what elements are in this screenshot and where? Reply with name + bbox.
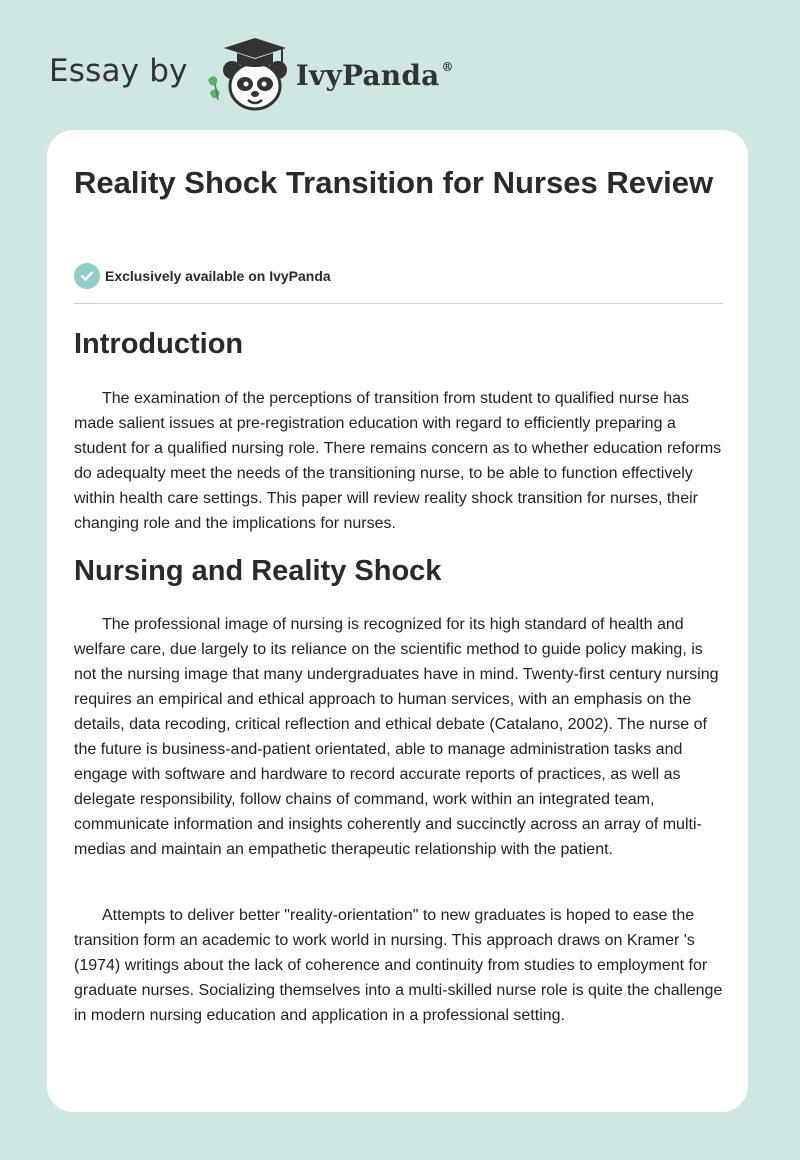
paragraph-nursing-1: The professional image of nursing is recognized for its high standard of health and welfare care, due largely to its reliance on the scientific method to guide policy making, is not the nursing image that many undergraduates have in mind. Twenty-first century nursing requires an empirical and ethical approach to human services, with an emphasis on the details, data recoding, critical reflection and ethical debate (Catalano, 2002). The nurse of the future is business-and-patient orientated, able to manage administration tasks and engage with software and hardware to record accurate reports of practices, as well as delegate responsibility, follow chains of command, work within an integrated team, communicate information and insights coherently and succinctly across an array of multi-medias and maintain an empathetic therapeutic relationship with the patient. <box>74 616 719 858</box>
paragraph-nursing-2: Attempts to deliver better "reality-orientation" to new graduates is hoped to ease the transition form an academic to work world in nursing. This approach draws on Kramer 's (1974) writings about the lack of coherence and continuity from studies to employment for graduate nurses. Socializing themselves into a multi-skilled nurse role is quite the challenge in modern nursing education and application in a professional setting. <box>74 907 723 1024</box>
section-heading-introduction: Introduction <box>74 328 244 360</box>
brand-name[interactable] <box>296 59 454 92</box>
page-title: Reality Shock Transition for Nurses Review <box>74 165 714 200</box>
section-heading-nursing-reality-shock: Nursing and Reality Shock <box>74 555 442 587</box>
article-card <box>47 130 748 1112</box>
essay-by-label: Essay by <box>49 53 188 89</box>
exclusive-badge <box>74 263 331 289</box>
brand-name-text: IvyPanda <box>295 58 440 92</box>
brand-header <box>49 34 454 114</box>
divider <box>74 303 723 304</box>
badge-label: Exclusively available on IvyPanda <box>105 268 331 284</box>
checkmark-icon <box>74 263 100 289</box>
panda-logo-icon[interactable] <box>202 34 300 114</box>
registered-mark: ® <box>441 59 454 74</box>
paragraph-introduction: The examination of the perceptions of transition from student to qualified nurse has made salient issues at pre-registration education with regard to efficiently preparing a student for a qualified nursing role. There remains concern as to whether education reforms do adequalty meet the needs of the transitioning nurse, to be able to function effectively within health care settings. This paper will review reality shock transition for nurses, their changing role and the implications for nurses. <box>74 390 722 532</box>
